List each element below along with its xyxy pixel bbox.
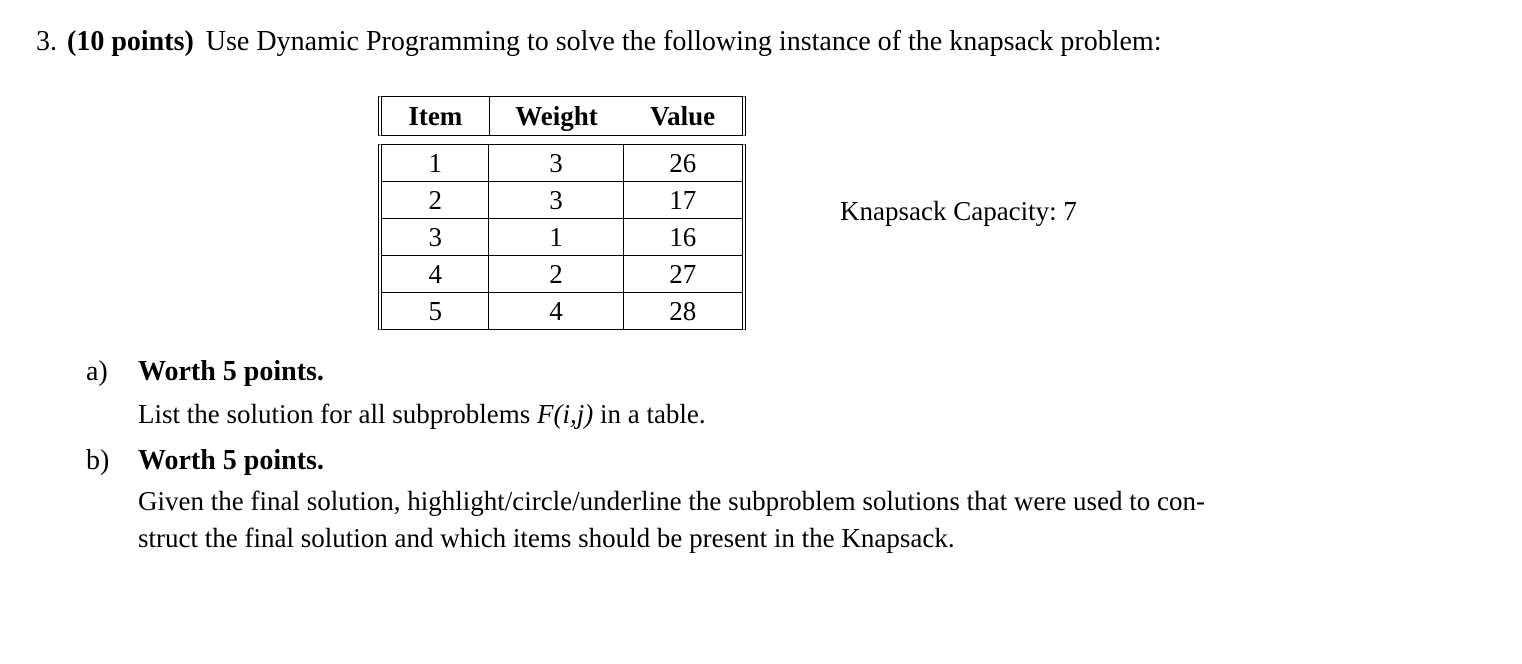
cell-item: 5	[382, 293, 489, 330]
table-body-box	[378, 144, 746, 330]
part-b-marker: b)	[86, 445, 110, 476]
cell-item: 1	[382, 145, 489, 182]
knapsack-table	[378, 96, 746, 330]
table-header-box	[378, 96, 746, 136]
table-row	[382, 293, 742, 330]
cell-value: 16	[623, 219, 742, 256]
cell-value: 28	[623, 293, 742, 330]
cell-weight: 1	[489, 219, 623, 256]
part-a-marker: a)	[86, 356, 108, 387]
table-row	[382, 219, 742, 256]
cell-weight: 2	[489, 256, 623, 293]
part-a-text-before: List the solution for all subproblems	[138, 399, 537, 429]
question-number: 3.	[36, 26, 57, 57]
table-row	[382, 182, 742, 219]
cell-weight: 4	[489, 293, 623, 330]
cell-item: 4	[382, 256, 489, 293]
cell-item: 2	[382, 182, 489, 219]
cell-value: 17	[623, 182, 742, 219]
table-body	[382, 145, 742, 329]
table-header-row	[382, 97, 742, 135]
part-b-line-2: struct the final solution and which items should be present in the Knapsack.	[138, 523, 955, 553]
knapsack-capacity: Knapsack Capacity: 7	[840, 196, 1077, 226]
part-b-title: Worth 5 points.	[138, 445, 324, 476]
question-prompt: Use Dynamic Programming to solve the following instance of the knapsack problem:	[205, 26, 1162, 57]
table-row	[382, 256, 742, 293]
part-b-line-1: Given the final solution, highlight/circle/underline the subproblem solutions that were used to con-	[138, 486, 1206, 516]
cell-value: 26	[669, 147, 697, 178]
part-b-text	[138, 483, 1205, 557]
question-points: (10 points)	[67, 26, 194, 57]
part-a-title: Worth 5 points.	[138, 356, 324, 387]
question-header	[36, 24, 1161, 60]
table-row	[382, 145, 742, 182]
part-a-math: F(i,j)	[536, 399, 594, 429]
header-value: Value	[650, 100, 716, 131]
part-a-heading	[86, 354, 324, 390]
part-a-text	[138, 396, 706, 433]
table-header	[382, 97, 742, 135]
header-item: Item	[382, 97, 489, 135]
part-a-text-after: in a table.	[593, 399, 706, 429]
header-weight: Weight	[515, 100, 598, 131]
part-b-heading	[86, 443, 324, 479]
cell-value: 27	[623, 256, 742, 293]
cell-item: 3	[382, 219, 489, 256]
cell-weight: 3	[489, 145, 623, 182]
cell-weight: 3	[489, 182, 623, 219]
